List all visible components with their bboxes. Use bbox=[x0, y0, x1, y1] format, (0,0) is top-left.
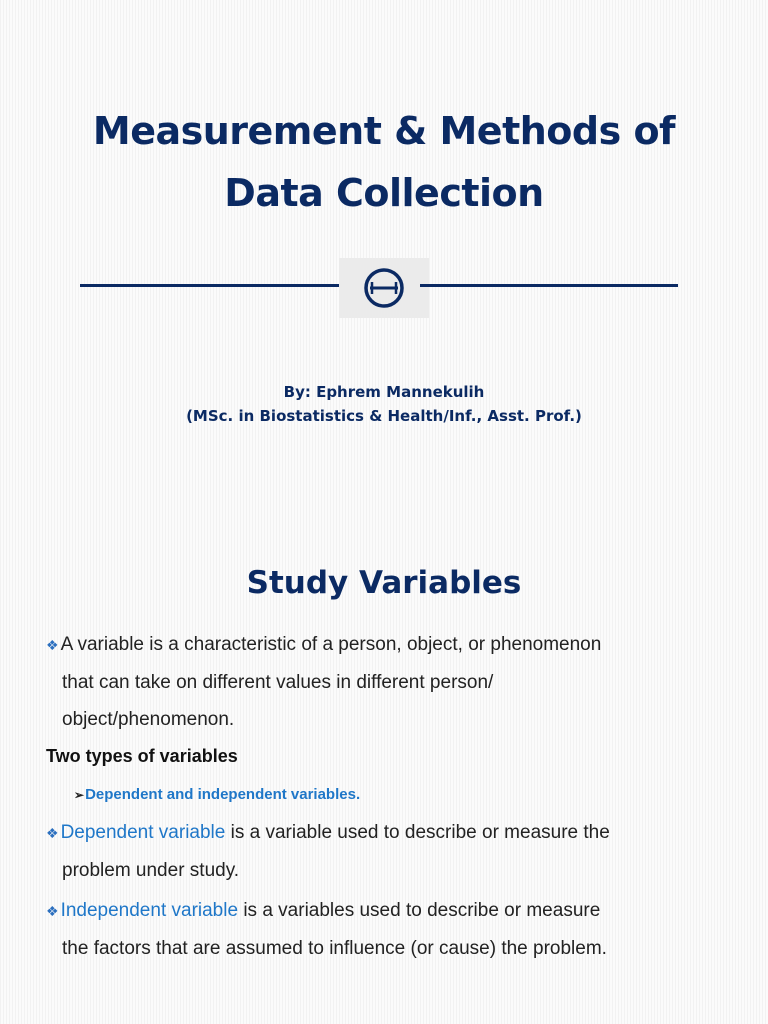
title-line-1: Measurement & Methods of bbox=[92, 109, 676, 153]
variable-definition bbox=[46, 626, 726, 738]
diamond-bullet-icon: ❖ bbox=[46, 825, 59, 841]
dependent-variable-item bbox=[46, 814, 726, 889]
types-subitem bbox=[74, 786, 360, 803]
dependent-term: Dependent variable bbox=[60, 822, 226, 843]
definition-line-3: object/phenomenon. bbox=[62, 709, 235, 730]
presentation-title bbox=[0, 100, 768, 224]
study-variables-slide bbox=[0, 510, 768, 1024]
diamond-bullet-icon: ❖ bbox=[46, 637, 59, 653]
independent-line-1: is a variables used to describe or measure bbox=[238, 900, 601, 921]
author-credentials: (MSc. in Biostatistics & Health/Inf., Asst. Prof.) bbox=[186, 407, 582, 425]
author-name: By: Ephrem Mannekulih bbox=[283, 383, 485, 401]
divider-line-right bbox=[420, 284, 678, 287]
definition-line-2: that can take on different values in different person/ bbox=[62, 672, 494, 693]
title-line-2: Data Collection bbox=[224, 171, 544, 215]
independent-variable-item bbox=[46, 892, 726, 967]
divider-line-left bbox=[80, 284, 348, 287]
dependent-line-2: problem under study. bbox=[62, 860, 240, 881]
author-block bbox=[0, 380, 768, 428]
types-subitem-text: Dependent and independent variables. bbox=[85, 786, 361, 803]
theta-icon bbox=[339, 258, 429, 318]
section-title: Study Variables bbox=[246, 565, 522, 601]
diamond-bullet-icon: ❖ bbox=[46, 903, 59, 919]
dependent-line-1: is a variable used to describe or measure the bbox=[225, 822, 610, 843]
independent-line-2: the factors that are assumed to influence (or cause) the problem. bbox=[62, 938, 607, 959]
theta-icon-graphic bbox=[361, 265, 407, 311]
title-slide bbox=[0, 0, 768, 510]
definition-line-1: A variable is a characteristic of a person, object, or phenomenon bbox=[60, 634, 602, 655]
independent-term: Independent variable bbox=[60, 900, 239, 921]
types-heading: Two types of variables bbox=[46, 746, 238, 766]
arrow-bullet-icon: ➢ bbox=[74, 788, 85, 802]
